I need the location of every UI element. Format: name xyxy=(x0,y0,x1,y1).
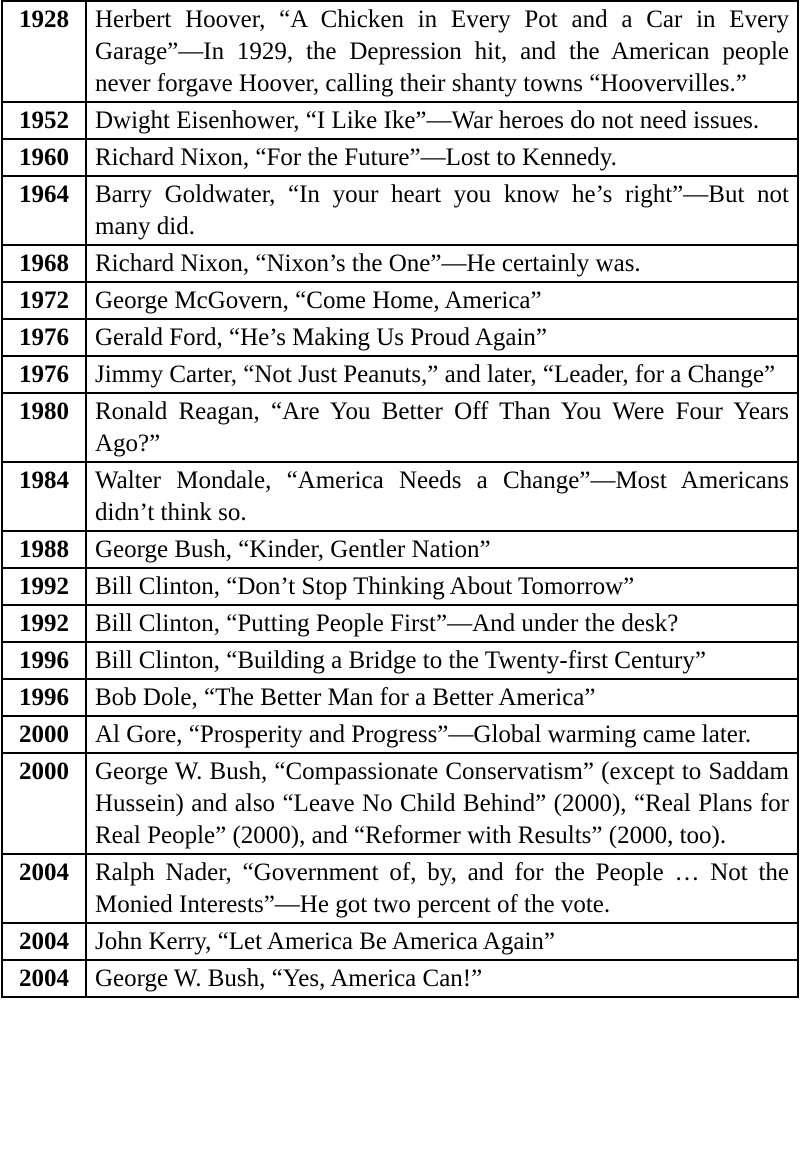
slogan-cell: Al Gore, “Prosperity and Progress”—Global warming came later. xyxy=(86,716,798,753)
table-row xyxy=(2,960,798,997)
slogan-cell: George McGovern, “Come Home, America” xyxy=(86,282,798,319)
year-cell: 2004 xyxy=(2,923,86,960)
slogan-cell: Bill Clinton, “Building a Bridge to the Twenty-first Century” xyxy=(86,642,798,679)
slogan-cell: John Kerry, “Let America Be America Again” xyxy=(86,923,798,960)
year-cell: 2004 xyxy=(2,854,86,923)
year-cell: 2000 xyxy=(2,716,86,753)
slogan-cell: Herbert Hoover, “A Chicken in Every Pot and a Car in Every Garage”—In 1929, the Depression hit, and the American people never forgave Hoover, calling their shanty towns “Hoovervilles.” xyxy=(86,1,798,102)
table-row xyxy=(2,531,798,568)
slogan-cell: Bob Dole, “The Better Man for a Better America” xyxy=(86,679,798,716)
slogan-cell: George W. Bush, “Yes, America Can!” xyxy=(86,960,798,997)
table-row xyxy=(2,605,798,642)
year-cell: 1980 xyxy=(2,393,86,462)
year-cell: 2004 xyxy=(2,960,86,997)
table-row xyxy=(2,568,798,605)
year-cell: 1996 xyxy=(2,679,86,716)
year-cell: 1988 xyxy=(2,531,86,568)
table-row xyxy=(2,282,798,319)
year-cell: 1968 xyxy=(2,245,86,282)
slogan-cell: Richard Nixon, “Nixon’s the One”—He certainly was. xyxy=(86,245,798,282)
table-row xyxy=(2,102,798,139)
year-cell: 1976 xyxy=(2,356,86,393)
table-row xyxy=(2,753,798,854)
year-cell: 1972 xyxy=(2,282,86,319)
slogan-cell: Ralph Nader, “Government of, by, and for the People … Not the Monied Interests”—He got two percent of the vote. xyxy=(86,854,798,923)
year-cell: 2000 xyxy=(2,753,86,854)
slogan-cell: Ronald Reagan, “Are You Better Off Than You Were Four Years Ago?” xyxy=(86,393,798,462)
table-row xyxy=(2,642,798,679)
table-row xyxy=(2,679,798,716)
year-cell: 1964 xyxy=(2,176,86,245)
slogans-table xyxy=(1,0,799,998)
table-row xyxy=(2,716,798,753)
table-row xyxy=(2,393,798,462)
slogan-cell: Richard Nixon, “For the Future”—Lost to Kennedy. xyxy=(86,139,798,176)
slogan-cell: Gerald Ford, “He’s Making Us Proud Again” xyxy=(86,319,798,356)
table-row xyxy=(2,1,798,102)
slogans-table-body xyxy=(2,1,798,997)
slogan-cell: Walter Mondale, “America Needs a Change”—Most Americans didn’t think so. xyxy=(86,462,798,531)
slogan-cell: Jimmy Carter, “Not Just Peanuts,” and later, “Leader, for a Change” xyxy=(86,356,798,393)
slogan-cell: George Bush, “Kinder, Gentler Nation” xyxy=(86,531,798,568)
slogan-cell: George W. Bush, “Compassionate Conservatism” (except to Saddam Hussein) and also “Leave No Child Behind” (2000), “Real Plans for Real People” (2000), and “Reformer with Results” (2000, too). xyxy=(86,753,798,854)
table-row xyxy=(2,319,798,356)
year-cell: 1928 xyxy=(2,1,86,102)
year-cell: 1952 xyxy=(2,102,86,139)
table-row xyxy=(2,356,798,393)
slogan-cell: Bill Clinton, “Putting People First”—And under the desk? xyxy=(86,605,798,642)
year-cell: 1992 xyxy=(2,605,86,642)
year-cell: 1976 xyxy=(2,319,86,356)
year-cell: 1996 xyxy=(2,642,86,679)
slogan-cell: Bill Clinton, “Don’t Stop Thinking About Tomorrow” xyxy=(86,568,798,605)
table-row xyxy=(2,854,798,923)
table-row xyxy=(2,176,798,245)
table-row xyxy=(2,139,798,176)
year-cell: 1984 xyxy=(2,462,86,531)
slogan-cell: Dwight Eisenhower, “I Like Ike”—War heroes do not need issues. xyxy=(86,102,798,139)
slogan-cell: Barry Goldwater, “In your heart you know he’s right”—But not many did. xyxy=(86,176,798,245)
year-cell: 1992 xyxy=(2,568,86,605)
table-row xyxy=(2,462,798,531)
table-row xyxy=(2,245,798,282)
table-row xyxy=(2,923,798,960)
year-cell: 1960 xyxy=(2,139,86,176)
